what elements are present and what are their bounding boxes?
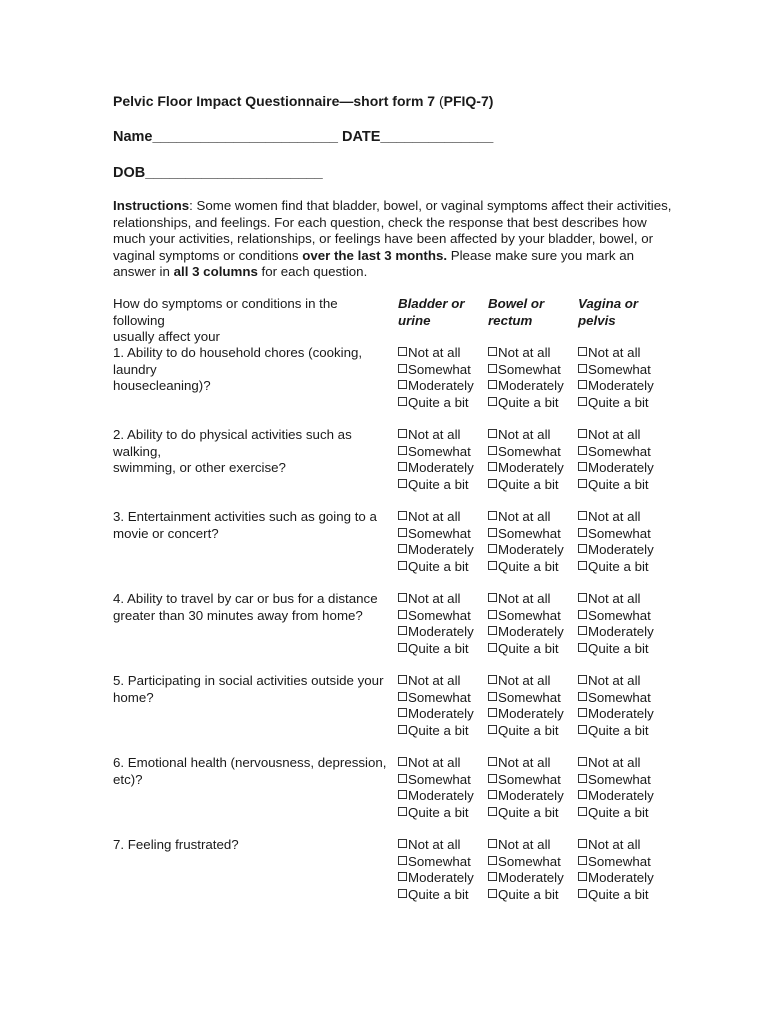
checkbox-icon[interactable] xyxy=(488,675,497,684)
checkbox-icon[interactable] xyxy=(578,380,587,389)
checkbox-icon[interactable] xyxy=(578,774,587,783)
checkbox-icon[interactable] xyxy=(398,397,407,406)
option-label: Quite a bit xyxy=(498,804,559,820)
checkbox-icon[interactable] xyxy=(578,446,587,455)
option-label: Not at all xyxy=(408,427,461,442)
option-label: Quite a bit xyxy=(498,640,559,656)
option-checkbox[interactable] xyxy=(578,706,670,723)
instructions-paragraph: Instructions: Some women find that bladder, bowel, or vaginal symptoms affect their activities, relationships, and feelings. For each question, check the response that best describes how much your activities, relationships, or feelings have been affected by your bladder, bowel, or vaginal symptoms or conditions over the last 3 months. Please make sure you mark an answer in all 3 columns for each question. xyxy=(113,198,672,279)
option-label: Somewhat xyxy=(588,689,651,705)
option-label: Quite a bit xyxy=(588,476,649,492)
question-text: 3. Entertainment activities such as going to a movie or concert? xyxy=(113,509,377,541)
checkbox-icon[interactable] xyxy=(398,511,407,520)
option-checkbox[interactable] xyxy=(578,395,670,412)
option-label: Quite a bit xyxy=(588,804,649,820)
option-checkbox[interactable] xyxy=(488,706,580,723)
checkbox-icon[interactable] xyxy=(398,479,407,488)
option-label: Quite a bit xyxy=(588,640,649,656)
option-checkbox[interactable] xyxy=(578,591,670,608)
option-label: Somewhat xyxy=(498,853,561,869)
option-checkbox[interactable] xyxy=(578,460,670,477)
option-label: Somewhat xyxy=(588,607,651,623)
options-vagina xyxy=(578,427,670,493)
option-label: Moderately xyxy=(588,624,654,639)
checkbox-icon[interactable] xyxy=(488,626,497,635)
option-label: Moderately xyxy=(498,460,564,475)
option-label: Somewhat xyxy=(408,853,471,869)
option-label: Somewhat xyxy=(408,361,471,377)
checkbox-icon[interactable] xyxy=(398,790,407,799)
option-label: Moderately xyxy=(498,624,564,639)
option-checkbox[interactable] xyxy=(578,526,670,543)
options-bowel xyxy=(488,591,580,657)
checkbox-icon[interactable] xyxy=(488,807,497,816)
option-checkbox[interactable] xyxy=(488,624,580,641)
checkbox-icon[interactable] xyxy=(488,380,497,389)
checkbox-icon[interactable] xyxy=(488,364,497,373)
question-text: 6. Emotional health (nervousness, depression, etc)? xyxy=(113,755,387,787)
option-checkbox[interactable] xyxy=(578,444,670,461)
checkbox-icon[interactable] xyxy=(398,807,407,816)
checkbox-icon[interactable] xyxy=(488,479,497,488)
option-checkbox[interactable] xyxy=(578,542,670,559)
option-checkbox[interactable] xyxy=(488,542,580,559)
option-label: Moderately xyxy=(588,870,654,885)
option-label: Quite a bit xyxy=(498,476,559,492)
options-bowel xyxy=(488,345,580,411)
checkbox-icon[interactable] xyxy=(488,856,497,865)
option-label: Somewhat xyxy=(408,443,471,459)
option-label: Moderately xyxy=(498,870,564,885)
option-checkbox[interactable] xyxy=(398,444,490,461)
option-checkbox[interactable] xyxy=(488,427,580,444)
checkbox-icon[interactable] xyxy=(398,626,407,635)
option-label: Moderately xyxy=(408,870,474,885)
option-label: Moderately xyxy=(408,378,474,393)
name-date-field[interactable]: Name_______________________ DATE______________ xyxy=(113,129,494,145)
checkbox-icon[interactable] xyxy=(398,692,407,701)
option-label: Moderately xyxy=(408,788,474,803)
options-vagina xyxy=(578,591,670,657)
checkbox-icon[interactable] xyxy=(398,643,407,652)
option-checkbox[interactable] xyxy=(488,509,580,526)
column-header-bowel: Bowel or rectum xyxy=(488,296,545,328)
option-label: Somewhat xyxy=(588,853,651,869)
option-label: Moderately xyxy=(588,788,654,803)
option-label: Somewhat xyxy=(588,771,651,787)
option-checkbox[interactable] xyxy=(488,887,580,904)
checkbox-icon[interactable] xyxy=(578,347,587,356)
option-label: Quite a bit xyxy=(498,394,559,410)
option-label: Somewhat xyxy=(498,607,561,623)
option-label: Not at all xyxy=(408,673,461,688)
checkbox-icon[interactable] xyxy=(398,544,407,553)
checkbox-icon[interactable] xyxy=(488,347,497,356)
options-bladder xyxy=(398,837,490,903)
option-label: Somewhat xyxy=(498,443,561,459)
checkbox-icon[interactable] xyxy=(488,511,497,520)
option-checkbox[interactable] xyxy=(488,591,580,608)
checkbox-icon[interactable] xyxy=(578,839,587,848)
checkbox-icon[interactable] xyxy=(578,807,587,816)
checkbox-icon[interactable] xyxy=(578,561,587,570)
checkbox-icon[interactable] xyxy=(578,725,587,734)
option-checkbox[interactable] xyxy=(398,591,490,608)
option-label: Moderately xyxy=(408,542,474,557)
option-label: Not at all xyxy=(588,427,641,442)
option-checkbox[interactable] xyxy=(488,378,580,395)
checkbox-icon[interactable] xyxy=(578,643,587,652)
option-label: Quite a bit xyxy=(498,886,559,902)
question-text: 7. Feeling frustrated? xyxy=(113,837,239,852)
option-checkbox[interactable] xyxy=(578,788,670,805)
options-bladder xyxy=(398,509,490,575)
option-checkbox[interactable] xyxy=(488,345,580,362)
option-label: Moderately xyxy=(498,378,564,393)
option-checkbox[interactable] xyxy=(398,509,490,526)
option-checkbox[interactable] xyxy=(578,870,670,887)
checkbox-icon[interactable] xyxy=(578,872,587,881)
option-checkbox[interactable] xyxy=(488,460,580,477)
option-checkbox[interactable] xyxy=(488,608,580,625)
option-checkbox[interactable] xyxy=(488,444,580,461)
option-label: Quite a bit xyxy=(408,640,469,656)
option-label: Quite a bit xyxy=(408,394,469,410)
option-checkbox[interactable] xyxy=(488,870,580,887)
option-label: Quite a bit xyxy=(408,804,469,820)
checkbox-icon[interactable] xyxy=(398,593,407,602)
option-checkbox[interactable] xyxy=(398,887,490,904)
checkbox-icon[interactable] xyxy=(398,528,407,537)
checkbox-icon[interactable] xyxy=(488,889,497,898)
option-label: Moderately xyxy=(408,624,474,639)
checkbox-icon[interactable] xyxy=(488,872,497,881)
option-checkbox[interactable] xyxy=(578,559,670,576)
checkbox-icon[interactable] xyxy=(398,347,407,356)
checkbox-icon[interactable] xyxy=(578,889,587,898)
option-checkbox[interactable] xyxy=(398,706,490,723)
checkbox-icon[interactable] xyxy=(398,889,407,898)
option-label: Not at all xyxy=(588,509,641,524)
options-bladder xyxy=(398,427,490,493)
option-checkbox[interactable] xyxy=(488,395,580,412)
option-checkbox[interactable] xyxy=(578,772,670,789)
checkbox-icon[interactable] xyxy=(488,397,497,406)
options-bladder xyxy=(398,345,490,411)
option-checkbox[interactable] xyxy=(578,887,670,904)
checkbox-icon[interactable] xyxy=(578,757,587,766)
option-checkbox[interactable] xyxy=(488,477,580,494)
option-checkbox[interactable] xyxy=(398,690,490,707)
option-checkbox[interactable] xyxy=(578,837,670,854)
checkbox-icon[interactable] xyxy=(398,872,407,881)
checkbox-icon[interactable] xyxy=(578,462,587,471)
option-label: Moderately xyxy=(588,460,654,475)
option-label: Not at all xyxy=(498,591,551,606)
option-checkbox[interactable] xyxy=(578,362,670,379)
option-checkbox[interactable] xyxy=(578,723,670,740)
option-checkbox[interactable] xyxy=(578,509,670,526)
checkbox-icon[interactable] xyxy=(578,610,587,619)
option-checkbox[interactable] xyxy=(398,723,490,740)
checkbox-icon[interactable] xyxy=(488,593,497,602)
checkbox-icon[interactable] xyxy=(578,397,587,406)
checkbox-icon[interactable] xyxy=(488,839,497,848)
options-bladder xyxy=(398,591,490,657)
options-bowel xyxy=(488,673,580,739)
checkbox-icon[interactable] xyxy=(578,790,587,799)
option-checkbox[interactable] xyxy=(398,542,490,559)
option-checkbox[interactable] xyxy=(398,837,490,854)
option-label: Moderately xyxy=(408,460,474,475)
checkbox-icon[interactable] xyxy=(488,757,497,766)
instructions-label: Instructions xyxy=(113,198,190,213)
checkbox-icon[interactable] xyxy=(398,839,407,848)
checkbox-icon[interactable] xyxy=(488,462,497,471)
options-bowel xyxy=(488,509,580,575)
option-label: Not at all xyxy=(588,755,641,770)
option-checkbox[interactable] xyxy=(398,755,490,772)
option-label: Somewhat xyxy=(498,771,561,787)
title-main: Pelvic Floor Impact Questionnaire—short form 7 xyxy=(113,93,436,109)
option-checkbox[interactable] xyxy=(398,788,490,805)
option-label: Quite a bit xyxy=(408,476,469,492)
option-checkbox[interactable] xyxy=(398,526,490,543)
checkbox-icon[interactable] xyxy=(488,429,497,438)
option-label: Not at all xyxy=(588,673,641,688)
option-checkbox[interactable] xyxy=(578,624,670,641)
checkbox-icon[interactable] xyxy=(578,429,587,438)
options-bowel xyxy=(488,755,580,821)
option-checkbox[interactable] xyxy=(578,755,670,772)
option-label: Somewhat xyxy=(498,361,561,377)
option-label: Somewhat xyxy=(588,443,651,459)
option-checkbox[interactable] xyxy=(488,362,580,379)
option-checkbox[interactable] xyxy=(398,345,490,362)
option-checkbox[interactable] xyxy=(488,723,580,740)
checkbox-icon[interactable] xyxy=(398,708,407,717)
option-label: Moderately xyxy=(498,788,564,803)
option-checkbox[interactable] xyxy=(398,460,490,477)
checkbox-icon[interactable] xyxy=(488,610,497,619)
option-label: Moderately xyxy=(498,706,564,721)
option-checkbox[interactable] xyxy=(398,805,490,822)
checkbox-icon[interactable] xyxy=(398,429,407,438)
checkbox-icon[interactable] xyxy=(578,675,587,684)
checkbox-icon[interactable] xyxy=(578,856,587,865)
checkbox-icon[interactable] xyxy=(578,593,587,602)
option-label: Moderately xyxy=(498,542,564,557)
checkbox-icon[interactable] xyxy=(578,511,587,520)
option-label: Moderately xyxy=(588,706,654,721)
option-checkbox[interactable] xyxy=(488,805,580,822)
option-checkbox[interactable] xyxy=(488,755,580,772)
option-checkbox[interactable] xyxy=(578,608,670,625)
option-checkbox[interactable] xyxy=(488,673,580,690)
checkbox-icon[interactable] xyxy=(398,610,407,619)
checkbox-icon[interactable] xyxy=(488,544,497,553)
column-header-bladder: Bladder or urine xyxy=(398,296,465,328)
option-checkbox[interactable] xyxy=(488,837,580,854)
option-label: Somewhat xyxy=(588,525,651,541)
checkbox-icon[interactable] xyxy=(488,561,497,570)
checkbox-icon[interactable] xyxy=(578,692,587,701)
checkbox-icon[interactable] xyxy=(488,725,497,734)
option-label: Quite a bit xyxy=(498,722,559,738)
question-text: 4. Ability to travel by car or bus for a distance greater than 30 minutes away from home? xyxy=(113,591,378,623)
option-checkbox[interactable] xyxy=(398,641,490,658)
option-label: Somewhat xyxy=(498,525,561,541)
option-label: Moderately xyxy=(408,706,474,721)
title-code: (PFIQ-7) xyxy=(438,93,494,109)
question-text: 5. Participating in social activities outside your home? xyxy=(113,673,384,705)
option-label: Moderately xyxy=(588,378,654,393)
options-vagina xyxy=(578,837,670,903)
options-vagina xyxy=(578,509,670,575)
checkbox-icon[interactable] xyxy=(578,626,587,635)
column-header-vagina: Vagina or pelvis xyxy=(578,296,639,328)
option-checkbox[interactable] xyxy=(578,805,670,822)
option-label: Not at all xyxy=(498,345,551,360)
options-vagina xyxy=(578,673,670,739)
option-label: Not at all xyxy=(498,755,551,770)
option-checkbox[interactable] xyxy=(398,477,490,494)
checkbox-icon[interactable] xyxy=(398,856,407,865)
option-label: Moderately xyxy=(588,542,654,557)
checkbox-icon[interactable] xyxy=(398,364,407,373)
table-header-question: How do symptoms or conditions in the following usually affect your xyxy=(113,296,338,344)
checkbox-icon[interactable] xyxy=(488,790,497,799)
checkbox-icon[interactable] xyxy=(398,380,407,389)
option-label: Quite a bit xyxy=(498,558,559,574)
option-label: Not at all xyxy=(588,837,641,852)
option-checkbox[interactable] xyxy=(578,477,670,494)
option-label: Not at all xyxy=(588,591,641,606)
checkbox-icon[interactable] xyxy=(398,774,407,783)
checkbox-icon[interactable] xyxy=(578,544,587,553)
checkbox-icon[interactable] xyxy=(398,561,407,570)
option-label: Somewhat xyxy=(408,525,471,541)
option-checkbox[interactable] xyxy=(578,854,670,871)
option-checkbox[interactable] xyxy=(488,559,580,576)
option-checkbox[interactable] xyxy=(488,854,580,871)
options-vagina xyxy=(578,345,670,411)
option-label: Somewhat xyxy=(408,771,471,787)
option-checkbox[interactable] xyxy=(578,690,670,707)
question-text: 1. Ability to do household chores (cooking, laundry housecleaning)? xyxy=(113,345,363,393)
option-label: Not at all xyxy=(498,837,551,852)
checkbox-icon[interactable] xyxy=(488,643,497,652)
option-checkbox[interactable] xyxy=(578,378,670,395)
option-checkbox[interactable] xyxy=(488,526,580,543)
checkbox-icon[interactable] xyxy=(578,528,587,537)
option-checkbox[interactable] xyxy=(398,870,490,887)
checkbox-icon[interactable] xyxy=(488,446,497,455)
checkbox-icon[interactable] xyxy=(398,757,407,766)
option-checkbox[interactable] xyxy=(398,362,490,379)
checkbox-icon[interactable] xyxy=(578,479,587,488)
options-bowel xyxy=(488,427,580,493)
option-label: Not at all xyxy=(498,427,551,442)
option-label: Not at all xyxy=(408,509,461,524)
option-label: Not at all xyxy=(498,509,551,524)
checkbox-icon[interactable] xyxy=(578,708,587,717)
option-checkbox[interactable] xyxy=(398,378,490,395)
dob-field[interactable]: DOB______________________ xyxy=(113,165,323,181)
checkbox-icon[interactable] xyxy=(398,675,407,684)
option-label: Not at all xyxy=(408,345,461,360)
checkbox-icon[interactable] xyxy=(578,364,587,373)
option-checkbox[interactable] xyxy=(398,559,490,576)
page-title xyxy=(113,93,493,110)
option-checkbox[interactable] xyxy=(398,624,490,641)
options-bladder xyxy=(398,673,490,739)
question-text: 2. Ability to do physical activities such as walking, swimming, or other exercise? xyxy=(113,427,352,475)
option-checkbox[interactable] xyxy=(488,788,580,805)
option-label: Somewhat xyxy=(408,689,471,705)
option-checkbox[interactable] xyxy=(398,427,490,444)
checkbox-icon[interactable] xyxy=(398,446,407,455)
option-checkbox[interactable] xyxy=(398,395,490,412)
option-checkbox[interactable] xyxy=(398,673,490,690)
option-label: Not at all xyxy=(408,755,461,770)
option-label: Quite a bit xyxy=(408,722,469,738)
option-label: Somewhat xyxy=(498,689,561,705)
option-label: Not at all xyxy=(588,345,641,360)
option-checkbox[interactable] xyxy=(398,608,490,625)
option-label: Quite a bit xyxy=(588,394,649,410)
option-checkbox[interactable] xyxy=(488,690,580,707)
option-label: Not at all xyxy=(498,673,551,688)
options-bladder xyxy=(398,755,490,821)
option-label: Not at all xyxy=(408,591,461,606)
option-checkbox[interactable] xyxy=(578,345,670,362)
checkbox-icon[interactable] xyxy=(488,708,497,717)
checkbox-icon[interactable] xyxy=(398,725,407,734)
option-checkbox[interactable] xyxy=(488,641,580,658)
option-checkbox[interactable] xyxy=(578,427,670,444)
option-label: Not at all xyxy=(408,837,461,852)
option-label: Somewhat xyxy=(588,361,651,377)
option-label: Quite a bit xyxy=(588,886,649,902)
option-checkbox[interactable] xyxy=(488,772,580,789)
option-label: Quite a bit xyxy=(588,558,649,574)
option-label: Quite a bit xyxy=(588,722,649,738)
option-label: Somewhat xyxy=(408,607,471,623)
options-vagina xyxy=(578,755,670,821)
option-checkbox[interactable] xyxy=(398,772,490,789)
option-checkbox[interactable] xyxy=(578,641,670,658)
option-checkbox[interactable] xyxy=(398,854,490,871)
checkbox-icon[interactable] xyxy=(488,692,497,701)
option-label: Quite a bit xyxy=(408,558,469,574)
options-bowel xyxy=(488,837,580,903)
checkbox-icon[interactable] xyxy=(488,528,497,537)
checkbox-icon[interactable] xyxy=(488,774,497,783)
option-checkbox[interactable] xyxy=(578,673,670,690)
option-label: Quite a bit xyxy=(408,886,469,902)
checkbox-icon[interactable] xyxy=(398,462,407,471)
